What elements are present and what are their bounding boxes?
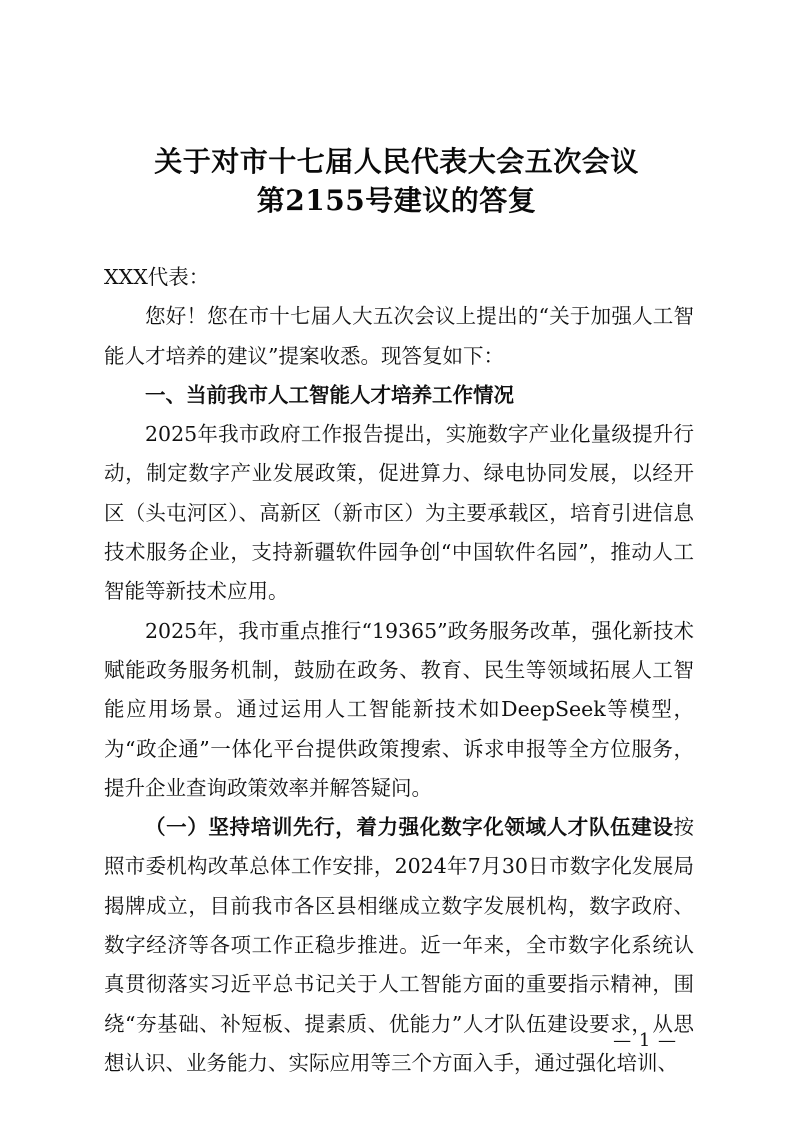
salutation: XXX代表： <box>104 265 210 289</box>
paragraph-intro: 您好！您在市十七届人大五次会议上提出的“关于加强人工智能人才培养的建议”提案收悉。现答复如下： <box>104 304 694 368</box>
document-title-line-1: 关于对市十七届人民代表大会五次会议 <box>154 145 639 178</box>
paragraph-work-report: 2025年我市政府工作报告提出，实施数字产业化量级提升行动，制定数字产业发展政策，促进算力、绿电协同发展，以经开区（头屯河区）、高新区（新市区）为主要承载区，培育引进信息技术服务企业，支持新疆软件园争创“中国软件名园”，推动人工智能等新技术应用。 <box>104 422 694 604</box>
document-title-line-2: 第2155号建议的答复 <box>256 184 537 217</box>
paragraph-training <box>104 808 694 1083</box>
document-body <box>104 258 694 1083</box>
subsection-heading-1: （一）坚持培训先行，着力强化数字化领域人才队伍建设 <box>145 815 674 840</box>
paragraph-government-service: 2025年，我市重点推行“19365”政务服务改革，强化新技术赋能政务服务机制，鼓励在政务、教育、民生等领域拓展人工智能应用场景。通过运用人工智能新技术如DeepSeek等模型，为“政企通”一体化平台提供政策搜索、诉求申报等全方位服务，提升企业查询政策效率并解答疑问。 <box>104 618 694 800</box>
page-number: — 1 — <box>613 1030 677 1051</box>
paragraph-training-text: 按照市委机构改革总体工作安排，2024年7月30日市数字化发展局揭牌成立，目前我市各区县相继成立数字发展机构，数字政府、数字经济等各项工作正稳步推进。近一年来，全市数字化系统认真贯彻落实习近平总书记关于人工智能方面的重要指示精神，围绕“夯基础、补短板、提素质、优能力”人才队伍建设要求，从思想认识、业务能力、实际应用等三个方面入手，通过强化培训、 <box>104 815 694 1075</box>
section-heading-1: 一、当前我市人工智能人才培养工作情况 <box>145 382 514 407</box>
